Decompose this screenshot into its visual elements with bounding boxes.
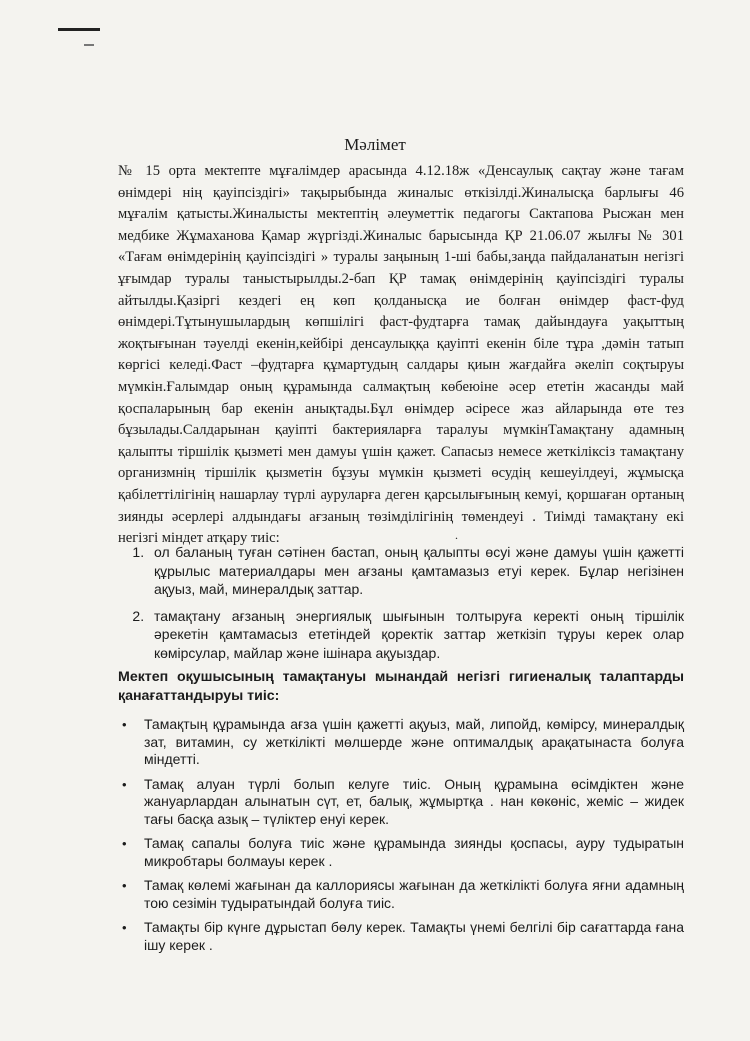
paragraph-text: № 15 орта мектепте мұғалімдер арасында 4.12.18ж «Денсаулық сақтау және тағам өнімдері нің қауіпсіздігі» тақырыбында жиналыс өткізілді.Жиналысқа барлығы 46 мұғалім қатысты.Жиналысты мектептің әлеуметтік педагогы Сактапова Рысжан мен медбике Жұмаханова Қамар жүргізді.Жиналыс барысында ҚР 21.06.07 жылғы № 301 «Тағам өнімдерінің қауіпсіздігі » туралы заңының 1-ші бабы,заңда пайдаланатын негізгі ұғымдар туралы таныстырылды.2-бап ҚР тамақ өнімдерінің қауіпсіздігі туралы айтылды.Қазіргі кездегі ең көп қолданысқа ие болған өнімдер фаст-фуд өнімдері.Тұтынушылардың көпшілігі фаст-фудтарға тамақ дайындауға уақыттың жоқтығынан тәуелді екенін,кейбірі денсаулыққа қауіпті екенін біле тұра ,дәмін татып көргісі келеді.Фаст –фудтарға құмартудың салдары қиын жағдайға әкеліп соқтыруы мүмкін.Ғалымдар оның құрамында салмақтың көбеюіне әсер ететін жасанды май қоспаларының бар екенін анықтады.Бұл өнімдер әсіресе жаз айларында өте тез бұзылады.Салдарынан қауіпті бактерияларға таралуы мүмкінТамақтану адамның қалыпты тіршілік қызметі мен дамуы үшін қажет. Сапасыз немесе жеткіліксіз тамақтану организмнің тіршілік қызметін бұзуы мүмкін қызметі өсудің кешеуілдеуі, жұмысқа қабілеттілігінің нашарлау түрлі ауруларға деген қарсылығының кемуі, қоршаған ортаның зиянды әсерлері алдындағы ағзаның төзімділігінің төмендеуі . Тиімді тамақтану екі негізгі міндет атқару тиіс: [118, 163, 684, 547]
bullet-icon: • [122, 717, 127, 732]
numbered-item-2: 2. тамақтану ағзаның энергиялық шығынын толтыруға керекті оның тіршілік әрекетін қамтамасыз ететіндей қоректік заттар жеткізіп тұруы керек олар көмірсулар, майлар және ішінара ақуыздар. [148, 607, 684, 663]
list-item-text: Тамақты бір күнге дұрыстап бөлу керек. Тамақты үнемі белгілі бір сағаттарда ғана ішу керек . [144, 919, 684, 953]
document-title: Мәлімет [344, 135, 406, 154]
bullet-icon: • [122, 920, 127, 935]
list-item [122, 919, 684, 954]
main-paragraph [118, 161, 684, 550]
list-item [122, 775, 684, 829]
stray-dot: . [455, 528, 458, 542]
list-item-text: Тамақ көлемі жағынан да каллориясы жағынан да жеткілікті болуға яғни адамның тою сезімін тудыратындай болуға тиіс. [144, 877, 684, 911]
scan-dash [84, 44, 94, 46]
bullet-icon: • [122, 878, 127, 893]
bullet-icon: • [122, 776, 127, 792]
list-item-text: Тамақ алуан түрлі болып келуге тиіс. Оның құрамына өсімдіктен және жануарлардан алынатын сүт, ет, балық, жұмыртқа . нан көкөніс, жеміс – жидек тағы басқа азық – түліктер енуі керек. [144, 775, 684, 827]
list-item-text: Тамақ сапалы болуға тиіс және құрамында зиянды қоспасы, ауру тудыратын микробтары болмауы керек . [144, 835, 684, 869]
numbered-item-1: 1. ол баланың туған сәтінен бастап, оның қалыпты өсуі және дамуы үшін қажетті құрылыс материалдары мен ағзаны қамтамазыз етуі керек. Бұлар негізінен ақуыз, май, минералдық заттар. [148, 543, 684, 599]
requirements-list [118, 716, 684, 961]
scan-mark [58, 28, 100, 31]
numbered-list [118, 543, 684, 670]
requirements-heading: Мектеп оқушысының тамақтануы мынандай негізгі гигиеналық талаптарды қанағаттандыруы тиіс: [118, 669, 684, 704]
bullet-icon: • [122, 836, 127, 851]
list-item-text: Тамақтың құрамында ағза үшін қажетті ақуыз, май, липойд, көмірсу, минералдық зат, витамин, су жеткілікті мөлшерде және оптималдық арақатынаста болуға міндетті. [144, 716, 684, 767]
list-item [122, 877, 684, 912]
list-item [122, 716, 684, 769]
list-item [122, 835, 684, 870]
